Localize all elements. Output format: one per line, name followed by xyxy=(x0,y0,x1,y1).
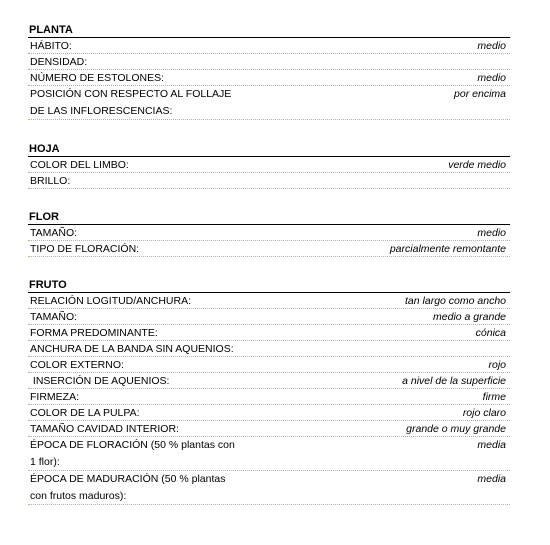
row-label: TAMAÑO: xyxy=(30,227,78,239)
row-value: por encima xyxy=(454,88,506,100)
row-label-line: ÉPOCA DE MADURACIÓN (50 % plantas xyxy=(30,473,226,485)
row-label-line: con frutos maduros): xyxy=(30,490,127,502)
row-value: medio xyxy=(477,72,506,84)
table-row xyxy=(28,389,510,405)
section-planta xyxy=(28,24,510,120)
row-label: COLOR DEL LIMBO: xyxy=(30,159,129,171)
table-row xyxy=(28,225,510,241)
table-row xyxy=(28,437,510,471)
row-label: INSERCIÓN DE AQUENIOS: xyxy=(30,375,170,387)
row-label xyxy=(30,437,235,471)
row-label: TAMAÑO: xyxy=(30,311,78,323)
row-label: RELACIÓN LOGITUD/ANCHURA: xyxy=(30,295,192,307)
row-label: TIPO DE FLORACIÓN: xyxy=(30,243,140,255)
section-fruto xyxy=(28,279,510,505)
row-label xyxy=(30,471,225,505)
table-row xyxy=(28,86,510,120)
row-label: ANCHURA DE LA BANDA SIN AQUENIOS: xyxy=(30,343,234,355)
section-title: FRUTO xyxy=(28,279,510,293)
table-row xyxy=(28,373,510,389)
section-hoja xyxy=(28,143,510,189)
table-row xyxy=(28,325,510,341)
row-label: DENSIDAD: xyxy=(30,56,88,68)
table-row xyxy=(28,157,510,173)
section-flor xyxy=(28,211,510,257)
row-label: HÁBITO: xyxy=(30,40,72,52)
row-value: media xyxy=(477,473,506,485)
table-row xyxy=(28,38,510,54)
table-row xyxy=(28,70,510,86)
table-row xyxy=(28,293,510,309)
table-row xyxy=(28,309,510,325)
row-label xyxy=(30,86,231,120)
row-value: cónica xyxy=(475,327,506,339)
row-label-line: POSICIÓN CON RESPECTO AL FOLLAJE xyxy=(30,88,232,100)
row-value: tan largo como ancho xyxy=(405,295,506,307)
row-value: medio a grande xyxy=(433,311,506,323)
row-label: BRILLO: xyxy=(30,175,71,187)
row-label-line: DE LAS INFLORESCENCIAS: xyxy=(30,105,173,117)
row-label: COLOR EXTERNO: xyxy=(30,359,124,371)
table-row xyxy=(28,241,510,257)
row-value: firme xyxy=(482,391,506,403)
row-value: a nivel de la superficie xyxy=(402,375,506,387)
row-value: rojo xyxy=(488,359,506,371)
table-row xyxy=(28,357,510,373)
table-row xyxy=(28,471,510,505)
table-row xyxy=(28,341,510,357)
section-title: FLOR xyxy=(28,211,510,225)
row-label-line: 1 flor): xyxy=(30,456,60,468)
row-label: FORMA PREDOMINANTE: xyxy=(30,327,158,339)
section-title: PLANTA xyxy=(28,24,510,38)
table-row xyxy=(28,173,510,189)
row-value: verde medio xyxy=(448,159,506,171)
row-label: TAMAÑO CAVIDAD INTERIOR: xyxy=(30,423,179,435)
section-title: HOJA xyxy=(28,143,510,157)
row-label-line: ÉPOCA DE FLORACIÓN (50 % plantas con xyxy=(30,439,235,451)
row-value: rojo claro xyxy=(462,407,506,419)
row-value: medio xyxy=(477,40,506,52)
row-value: media xyxy=(477,439,506,451)
table-row xyxy=(28,421,510,437)
row-label: NÚMERO DE ESTOLONES: xyxy=(30,72,164,84)
row-label: FIRMEZA: xyxy=(30,391,79,403)
row-value: parcialmente remontante xyxy=(389,243,506,255)
row-value: grande o muy grande xyxy=(406,423,506,435)
table-row xyxy=(28,54,510,70)
table-row xyxy=(28,405,510,421)
row-value: medio xyxy=(477,227,506,239)
row-label: COLOR DE LA PULPA: xyxy=(30,407,140,419)
